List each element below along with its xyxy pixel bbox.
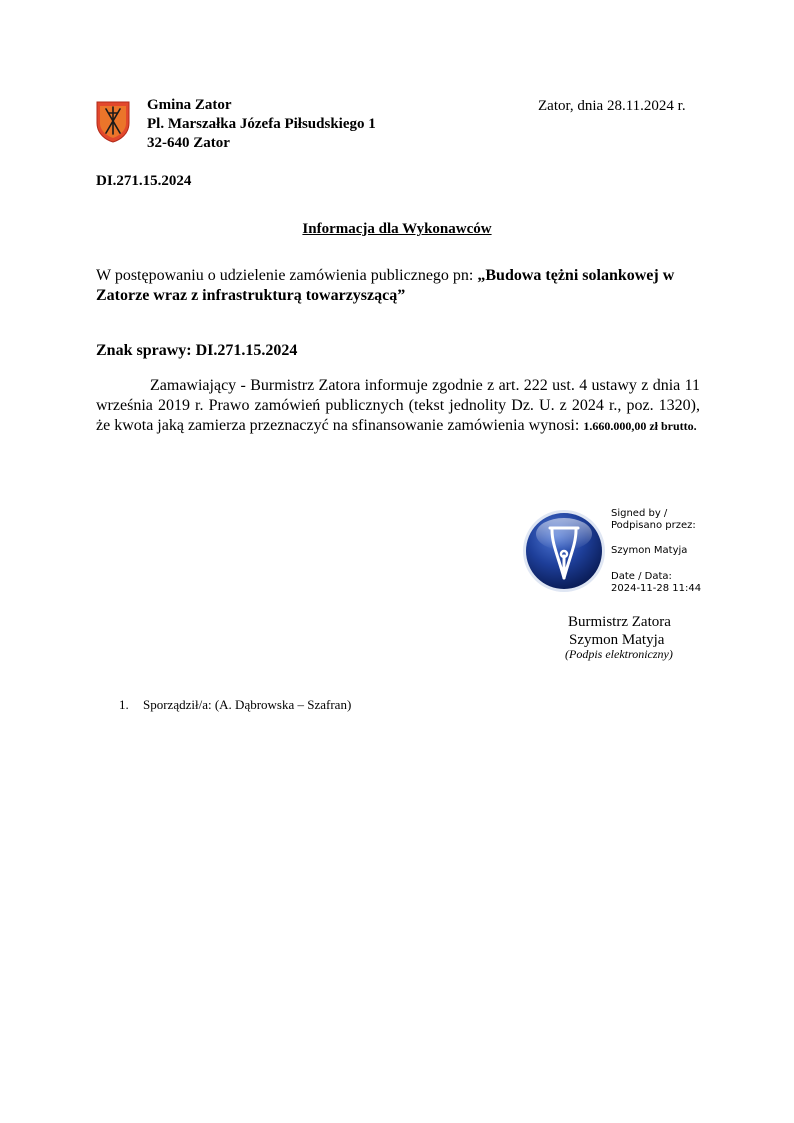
- case-reference: Znak sprawy: DI.271.15.2024: [96, 342, 298, 359]
- signer-role: Burmistrz Zatora: [568, 614, 671, 630]
- intro-paragraph: [96, 266, 698, 306]
- signature-date-label: Date / Data:: [611, 571, 672, 582]
- document-number: DI.271.15.2024: [96, 173, 192, 189]
- org-postal: 32-640 Zator: [147, 135, 230, 151]
- prepared-by-note: [119, 697, 351, 713]
- electronic-signature-note: (Podpis elektroniczny): [565, 647, 673, 661]
- body-text: Zamawiający - Burmistrz Zatora informuje zgodnie z art. 222 ust. 4 ustawy z dnia 11 września 2019 r. Prawo zamówień publicznych (tekst jednolity Dz. U. z 2024 r., poz. 1320), że kwota jaką zamierza przeznaczyć na sfinansowanie zamówienia wynosi:: [96, 377, 700, 434]
- page-title: Informacja dla Wykonawców: [302, 221, 492, 237]
- intro-prefix: W postępowaniu o udzielenie zamówienia publicznego pn:: [96, 267, 478, 284]
- prepared-by-text: Sporządził/a: (A. Dąbrowska – Szafran): [143, 697, 352, 712]
- signer-name: Szymon Matyja: [569, 632, 665, 648]
- document-date: Zator, dnia 28.11.2024 r.: [538, 98, 686, 114]
- signed-by-label-line2: Podpisano przez:: [611, 520, 696, 531]
- org-name: Gmina Zator: [147, 97, 232, 113]
- coat-of-arms-logo: [96, 101, 130, 143]
- project-name: „Budowa tężni solankowej w Zatorze wraz z infrastrukturą towarzyszącą”: [96, 267, 675, 304]
- signer-name-stamp: Szymon Matyja: [611, 545, 688, 556]
- amount-value: 1.660.000,00 zł brutto.: [583, 419, 697, 433]
- note-number: 1.: [119, 697, 129, 712]
- signature-date-value: 2024-11-28 11:44: [611, 583, 702, 594]
- body-paragraph: [96, 376, 700, 436]
- signed-by-label-line1: Signed by /: [611, 508, 668, 519]
- org-street: Pl. Marszałka Józefa Piłsudskiego 1: [147, 116, 376, 132]
- signature-pen-icon: [521, 508, 607, 594]
